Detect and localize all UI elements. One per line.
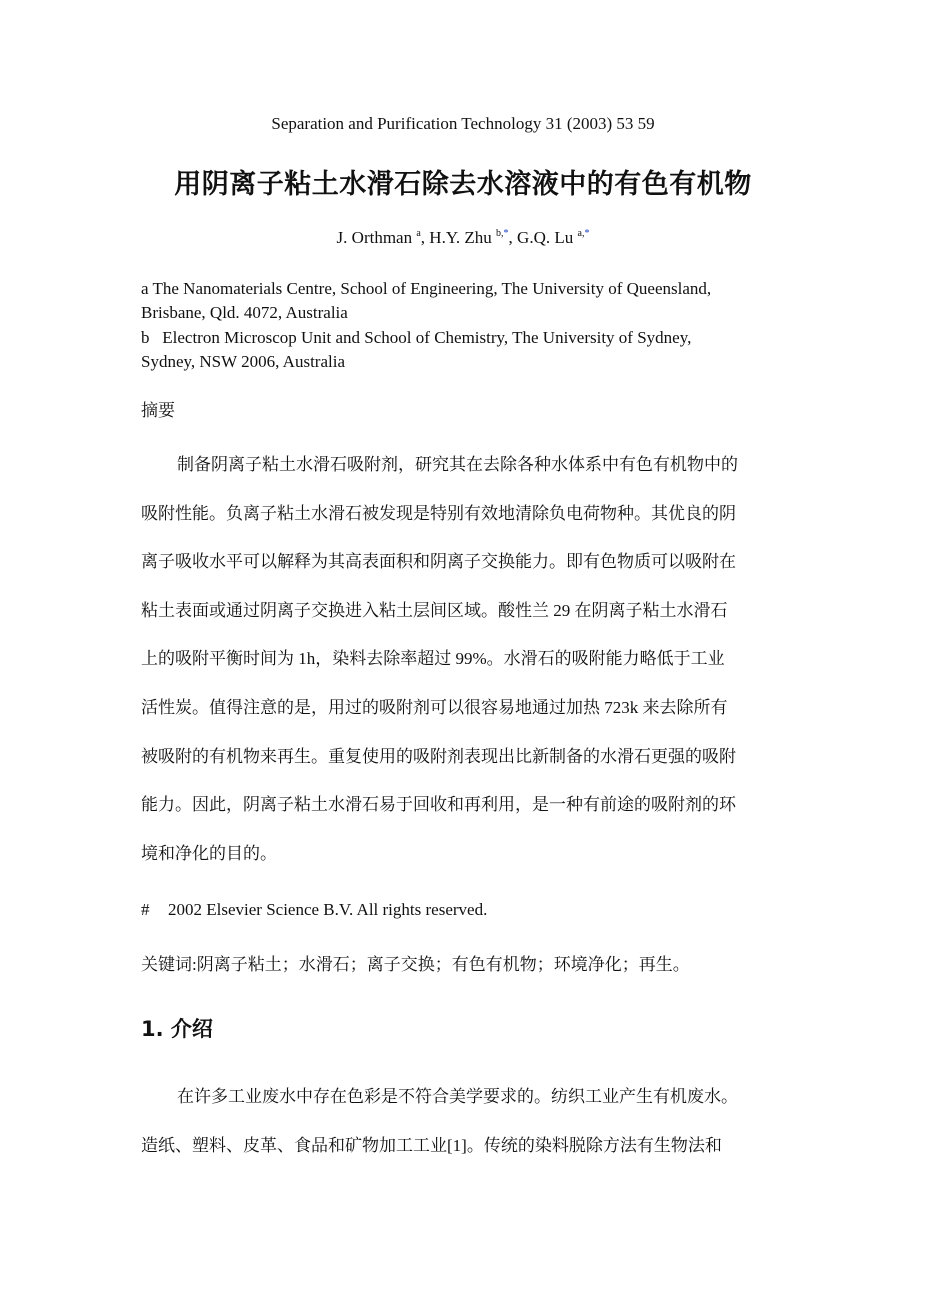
abstract-line: 境和净化的目的。 (141, 843, 277, 863)
affiliation-line: b Electron Microscop Unit and School of Chemistry, The University of Sydney, (141, 328, 692, 347)
affiliation-line: Sydney, NSW 2006, Australia (141, 352, 345, 371)
corresponding-author-mark[interactable]: * (584, 228, 590, 239)
body-line: 造纸、塑料、皮革、食品和矿物加工工业[1]。传统的染料脱除方法有生物法和 (141, 1135, 722, 1155)
copyright-notice (141, 900, 487, 920)
affiliation-b (141, 326, 791, 374)
introduction-text (141, 1073, 789, 1170)
keywords: 关键词:阴离子粘土；水滑石；离子交换；有色有机物；环境净化；再生。 (141, 955, 690, 974)
abstract-line: 上的吸附平衡时间为 1h，染料去除率超过 99%。水滑石的吸附能力略低于工业 (141, 649, 725, 669)
copyright-text: 2002 Elsevier Science B.V. All rights reserved. (168, 900, 488, 919)
abstract-heading: 摘要 (141, 401, 175, 420)
body-line: 在许多工业废水中存在色彩是不符合美学要求的。纺织工业产生有机废水。 (177, 1087, 738, 1106)
abstract-line: 被吸附的有机物来再生。重复使用的吸附剂表现出比新制备的水滑石更强的吸附 (141, 746, 736, 766)
corresponding-author-mark[interactable]: * (503, 228, 509, 239)
abstract-line: 能力。因此，阴离子粘土水滑石易于回收和再利用，是一种有前途的吸附剂的环 (141, 795, 736, 815)
abstract-line: 粘土表面或通过阴离子交换进入粘土层间区域。酸性兰 29 在阴离子粘土水滑石 (141, 600, 728, 620)
author-list (0, 228, 926, 248)
abstract-line: 活性炭。值得注意的是，用过的吸附剂可以很容易地通过加热 723k 来去除所有 (141, 697, 728, 717)
author-name: J. Orthman (336, 228, 417, 247)
abstract-line: 吸附性能。负离子粘土水滑石被发现是特别有效地清除负电荷物种。其优良的阴 (141, 503, 736, 523)
paper-title: 用阴离子粘土水滑石除去水溶液中的有色有机物 (174, 169, 752, 200)
author-name: , G.Q. Lu (508, 228, 578, 247)
journal-citation: Separation and Purification Technology 31 (2003) 53 59 (271, 114, 655, 133)
author-affil-mark: b,* (496, 228, 509, 239)
author-name: , H.Y. Zhu (420, 228, 497, 247)
copyright-symbol: # (141, 900, 150, 919)
author-affil-mark: a,* (577, 228, 590, 239)
abstract-text (141, 441, 789, 878)
author-affil-mark: a (416, 228, 421, 239)
abstract-line: 制备阴离子粘土水滑石吸附剂，研究其在去除各种水体系中有色有机物中的 (177, 455, 738, 474)
abstract-line: 离子吸收水平可以解释为其高表面积和阴离子交换能力。即有色物质可以吸附在 (141, 552, 736, 572)
section-heading-introduction: 1. 介绍 (141, 1017, 213, 1041)
affiliation-line: Brisbane, Qld. 4072, Australia (141, 303, 348, 322)
affiliation-a (141, 277, 791, 325)
affiliation-line: a The Nanomaterials Centre, School of Engineering, The University of Queensland, (141, 279, 712, 298)
